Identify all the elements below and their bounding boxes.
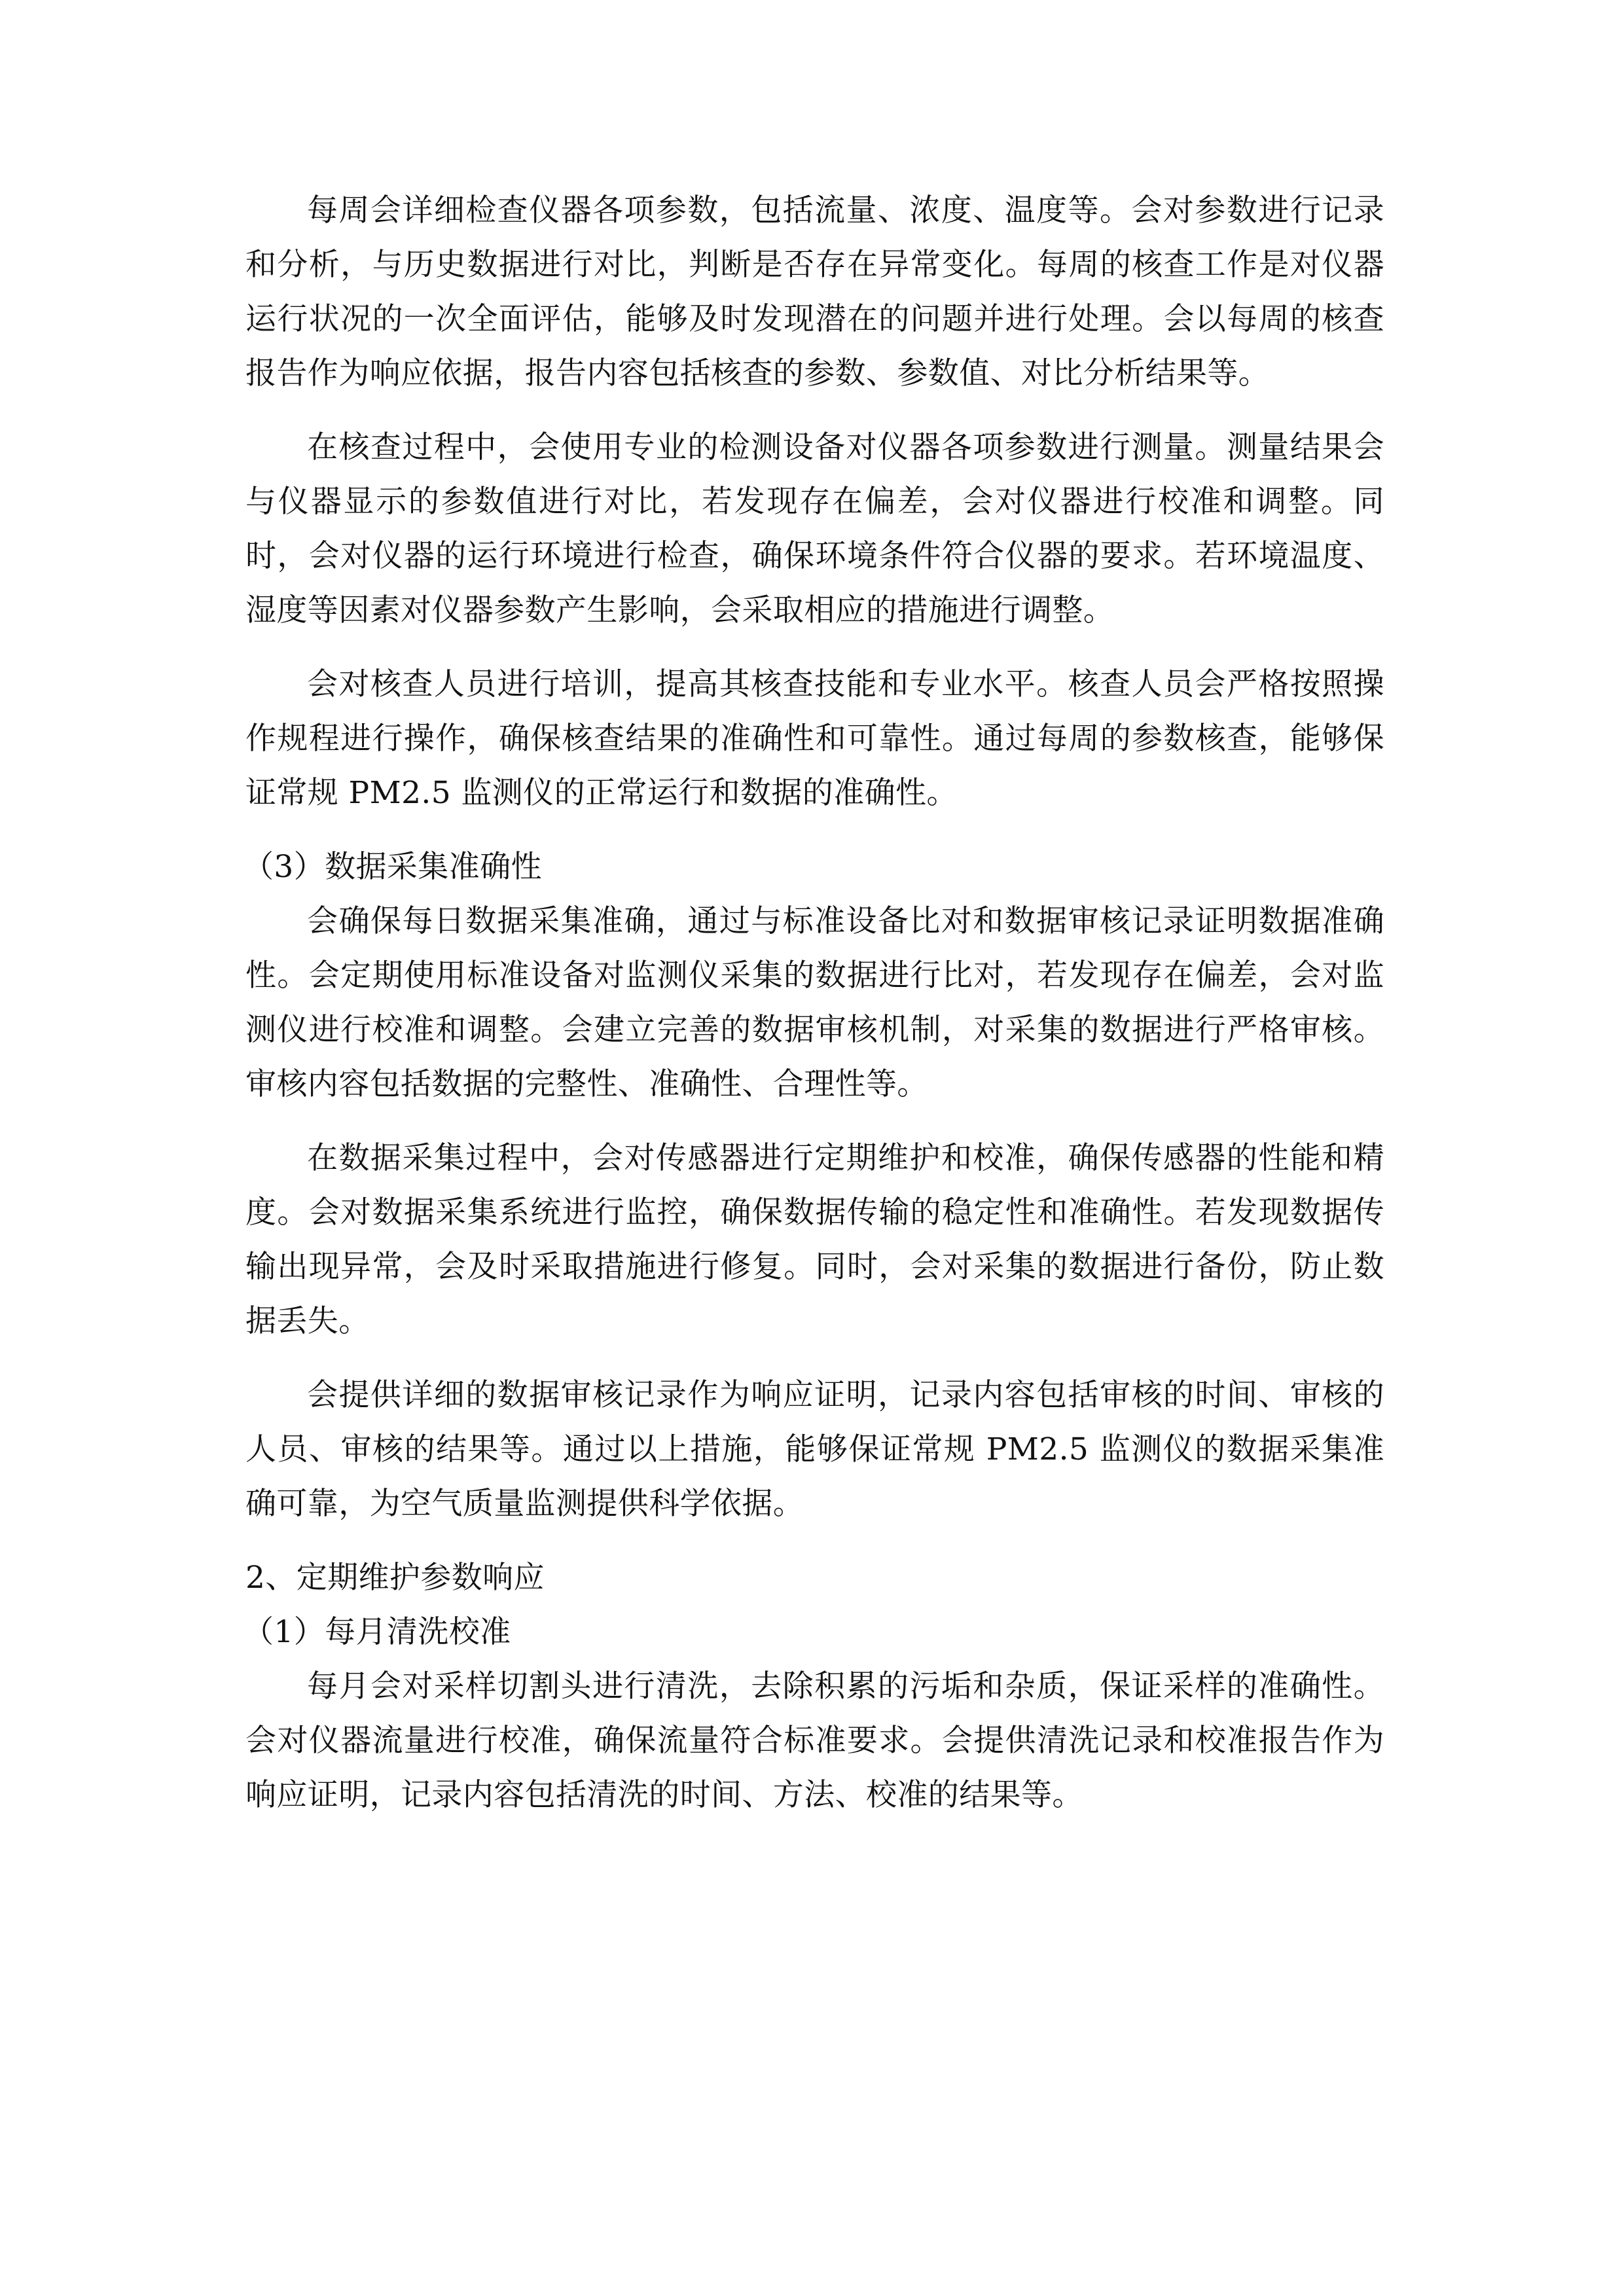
paragraph-monthly-cleaning: 每月会对采样切割头进行清洗，去除积累的污垢和杂质，保证采样的准确性。会对仪器流量进行校准，确保流量符合标准要求。会提供清洗记录和校准报告作为响应证明，记录内容包括清洗的时间、方法、校准的结果等。 bbox=[245, 1668, 1384, 1813]
paragraph-sensor-maintenance: 在数据采集过程中，会对传感器进行定期维护和校准，确保传感器的性能和精度。会对数据采集系统进行监控，确保数据传输的稳定性和准确性。若发现数据传输出现异常，会及时采取措施进行修复。同时，会对采集的数据进行备份，防止数据丢失。 bbox=[245, 1140, 1384, 1339]
paragraph-audit-records: 会提供详细的数据审核记录作为响应证明，记录内容包括审核的时间、审核的人员、审核的结果等。通过以上措施，能够保证常规 PM2.5 监测仪的数据采集准确可靠，为空气质量监测提供科学依据。 bbox=[245, 1377, 1384, 1522]
paragraph-weekly-check: 每周会详细检查仪器各项参数，包括流量、浓度、温度等。会对参数进行记录和分析，与历史数据进行对比，判断是否存在异常变化。每周的核查工作是对仪器运行状况的一次全面评估，能够及时发现潜在的问题并进行处理。会以每周的核查报告作为响应依据，报告内容包括核查的参数、参数值、对比分析结果等。 bbox=[245, 192, 1384, 391]
paragraph-staff-training: 会对核查人员进行培训，提高其核查技能和专业水平。核查人员会严格按照操作规程进行操作，确保核查结果的准确性和可靠性。通过每周的参数核查，能够保证常规 PM2.5 监测仪的正常运行和数据的准确性。 bbox=[245, 666, 1384, 811]
subheading-monthly-cleaning: （1）每月清洗校准 bbox=[243, 1614, 511, 1650]
paragraph-check-process: 在核查过程中，会使用专业的检测设备对仪器各项参数进行测量。测量结果会与仪器显示的参数值进行对比，若发现存在偏差，会对仪器进行校准和调整。同时，会对仪器的运行环境进行检查，确保环境条件符合仪器的要求。若环境温度、湿度等因素对仪器参数产生影响，会采取相应的措施进行调整。 bbox=[245, 429, 1384, 628]
paragraph-daily-collection: 会确保每日数据采集准确，通过与标准设备比对和数据审核记录证明数据准确性。会定期使用标准设备对监测仪采集的数据进行比对，若发现存在偏差，会对监测仪进行校准和调整。会建立完善的数据审核机制，对采集的数据进行严格审核。审核内容包括数据的完整性、准确性、合理性等。 bbox=[245, 903, 1384, 1102]
subheading-data-accuracy: （3）数据采集准确性 bbox=[243, 849, 542, 885]
document-body bbox=[245, 183, 1384, 1842]
section-heading-maintenance: 2、定期维护参数响应 bbox=[245, 1560, 545, 1596]
